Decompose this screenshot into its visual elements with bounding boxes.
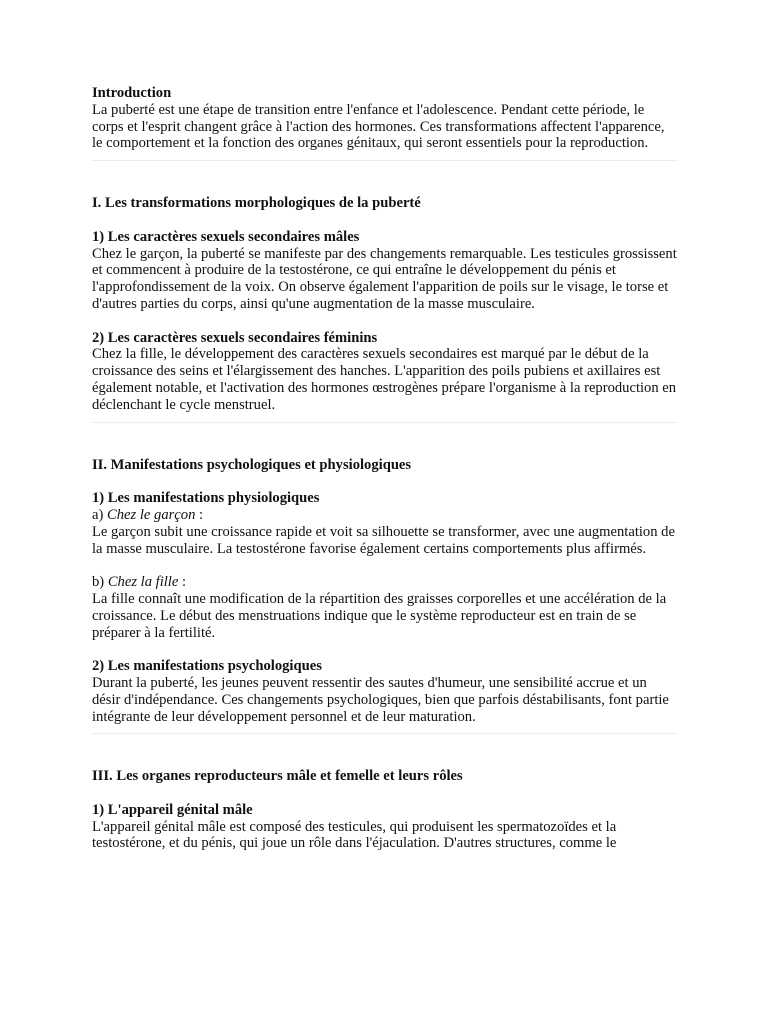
subsection-b-label — [92, 574, 678, 591]
section-2 — [92, 457, 678, 726]
section-1-heading: I. Les transformations morphologiques de la puberté — [92, 195, 421, 212]
b-prefix: b) — [92, 574, 108, 591]
section-3-sub-1-heading: 1) L'appareil génital mâle — [92, 801, 253, 818]
section-3-sub-1-paragraph: L'appareil génital mâle est composé des testicules, qui produisent les spermatozoïdes et la testostérone, et du pénis, qui joue un rôle dans l'éjaculation. D'autres structures, comme le — [92, 818, 617, 852]
a-prefix: a) — [92, 506, 107, 523]
section-1-sub-1-paragraph: Chez le garçon, la puberté se manifeste par des changements remarquable. Les testicules grossissent et commencent à produire de la testostérone, ce qui entraîne le développement du pénis et l'approfondissement de la voix. On observe également l'apparition de poils sur le visage, le torse et d'autres parties du corps, ainsi qu'une augmentation de la masse musculaire. — [92, 245, 677, 312]
subsection-b-paragraph: La fille connaît une modification de la répartition des graisses corporelles et une accélération de la croissance. Le début des menstruations indique que le système reproducteur est en train de se préparer à la fertilité. — [92, 590, 667, 641]
a-label: Chez le garçon — [107, 506, 196, 523]
subsection-a-paragraph: Le garçon subit une croissance rapide et voit sa silhouette se transformer, avec une augmentation de la masse musculaire. La testostérone favorise également certains comportements plus affirmés. — [92, 523, 675, 557]
section-1-sub-2-paragraph: Chez la fille, le développement des caractères sexuels secondaires est marqué par le début de la croissance des seins et l'élargissement des hanches. L'apparition des poils pubiens et axillaires est également notable, et l'activation des hormones œstrogènes prépare l'organisme à la reproduction en déclenchant le cycle menstruel. — [92, 346, 677, 413]
section-2-heading: II. Manifestations psychologiques et physiologiques — [92, 456, 412, 473]
intro-paragraph: La puberté est une étape de transition entre l'enfance et l'adolescence. Pendant cette période, le corps et l'esprit changent grâce à l'action des hormones. Ces transformations affectent l'apparence, le comportement et la fonction des organes génitaux, qui seront essentiels pour la reproduction. — [92, 101, 665, 152]
document-page — [92, 85, 678, 852]
subsection-a-label — [92, 507, 678, 524]
b-label: Chez la fille — [107, 574, 179, 591]
section-3 — [92, 768, 678, 852]
b-suffix: : — [178, 574, 187, 591]
section-3-heading: III. Les organes reproducteurs mâle et femelle et leurs rôles — [92, 768, 463, 785]
section-1-sub-2-heading: 2) Les caractères sexuels secondaires féminins — [92, 329, 378, 346]
intro-block — [92, 85, 678, 152]
intro-heading: Introduction — [92, 85, 172, 101]
section-2-sub-2-paragraph: Durant la puberté, les jeunes peuvent ressentir des sautes d'humeur, une sensibilité accrue et un désir d'indépendance. Ces changements psychologiques, bien que parfois déstabilisants, font partie intégrante de leur développement personnel et de leur maturation. — [92, 674, 669, 725]
a-suffix: : — [195, 506, 204, 523]
section-2-sub-2-heading: 2) Les manifestations psychologiques — [92, 658, 322, 675]
section-1-sub-1-heading: 1) Les caractères sexuels secondaires mâles — [92, 228, 360, 245]
section-2-sub-1-heading: 1) Les manifestations physiologiques — [92, 490, 320, 507]
section-1 — [92, 195, 678, 413]
